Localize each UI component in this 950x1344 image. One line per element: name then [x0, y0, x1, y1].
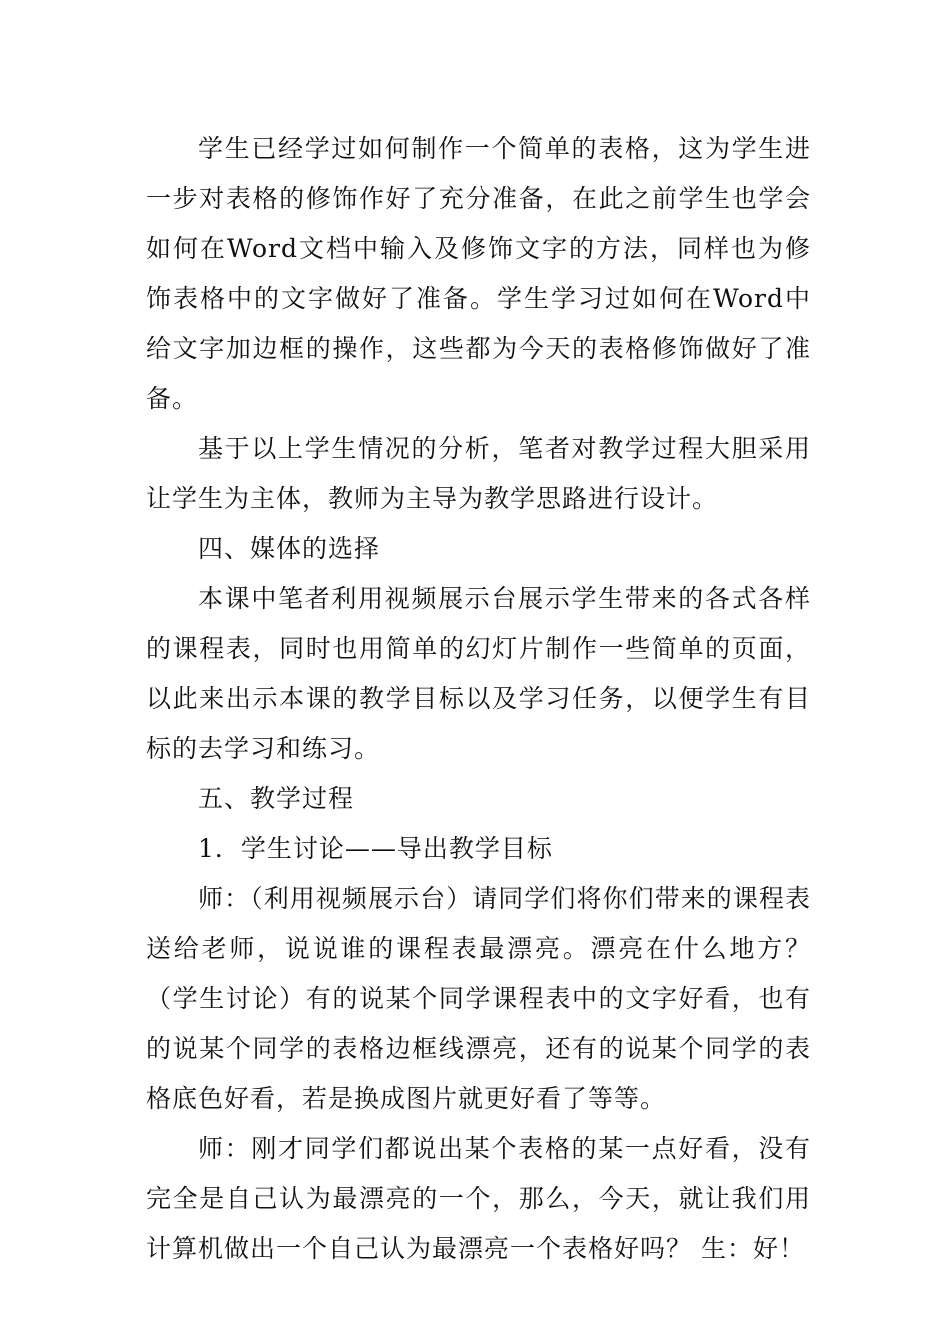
paragraph-teacher-dialogue-1: 师：（利用视频展示台）请同学们将你们带来的课程表送给老师，说说谁的课程表最漂亮。漂亮在什么地方？（学生讨论）有的说某个同学课程表中的文字好看，也有的说某个同学的表格边框线漂亮，还有的说某个同学的表格底色好看，若是换成图片就更好看了等等。 [146, 884, 811, 1113]
section-heading-media-selection: 四、媒体的选择 [198, 534, 381, 563]
document-body [146, 124, 811, 1274]
paragraph-design-approach: 基于以上学生情况的分析，笔者对教学过程大胆采用让学生为主体，教师为主导为教学思路进行设计。 [146, 434, 811, 513]
section-heading-teaching-process: 五、教学过程 [198, 784, 355, 813]
paragraph-student-prior-knowledge: 学生已经学过如何制作一个简单的表格，这为学生进一步对表格的修饰作好了充分准备，在此之前学生也学会如何在Word文档中输入及修饰文字的方法，同样也为修饰表格中的文字做好了准备。学生学习过如何在Word中给文字加边框的操作，这些都为今天的表格修饰做好了准备。 [146, 134, 811, 413]
paragraph-media-description: 本课中笔者利用视频展示台展示学生带来的各式各样的课程表，同时也用简单的幻灯片制作一些简单的页面，以此来出示本课的教学目标以及学习任务，以便学生有目标的去学习和练习。 [146, 584, 811, 763]
subsection-heading-student-discussion: 1．学生讨论——导出教学目标 [198, 834, 553, 863]
paragraph-teacher-dialogue-2: 师：刚才同学们都说出某个表格的某一点好看，没有完全是自己认为最漂亮的一个，那么，今天，就让我们用计算机做出一个自己认为最漂亮一个表格好吗？ 生：好！ [146, 1134, 811, 1263]
